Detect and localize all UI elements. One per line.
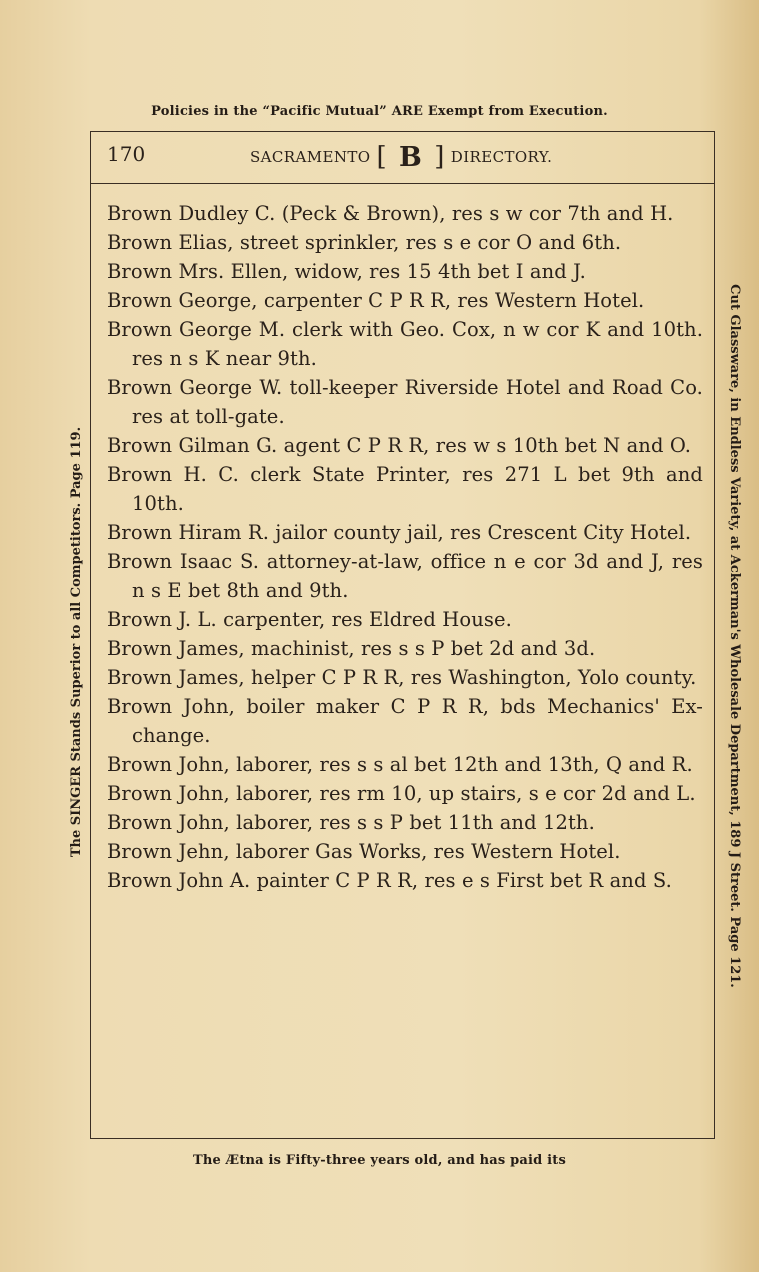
directory-entry: Brown John, laborer, res s s al bet 12th and 13th, Q and R. [107, 753, 693, 776]
directory-entry: Brown Dudley C. (Peck & Brown), res s w cor 7th and H. [107, 202, 674, 225]
right-margin-advertisement: Cut Glassware, in Endless Variety, at Ackerman's Wholesale Department, 189 J Street. Page 121. [727, 284, 742, 988]
running-head [250, 140, 552, 174]
left-margin-advertisement: The SINGER Stands Superior to all Competitors. Page 119. [69, 426, 84, 858]
directory-entry: Brown John, boiler maker C P R R, bds Mechanics' Ex-change. [107, 695, 703, 747]
directory-entry: Brown John, laborer, res s s P bet 11th and 12th. [107, 811, 595, 834]
running-head-letter: B [399, 141, 423, 173]
bottom-advertisement-banner: The Ætna is Fifty-three years old, and has paid its [192, 1153, 567, 1168]
running-head-city: SACRAMENTO [250, 148, 371, 166]
directory-entry: Brown John, laborer, res rm 10, up stairs, s e cor 2d and L. [107, 782, 696, 805]
running-head-section: DIRECTORY. [450, 148, 553, 166]
directory-entry: Brown J. L. carpenter, res Eldred House. [107, 608, 512, 631]
directory-entry: Brown Gilman G. agent C P R R, res w s 10th bet N and O. [107, 434, 692, 457]
directory-entry: Brown Elias, street sprinkler, res s e cor O and 6th. [107, 231, 622, 254]
directory-entry: Brown George W. toll-keeper Riverside Hotel and Road Co. res at toll-gate. [107, 376, 703, 428]
directory-entry: Brown George, carpenter C P R R, res Western Hotel. [107, 289, 645, 312]
directory-entry: Brown Hiram R. jailor county jail, res Crescent City Hotel. [107, 521, 692, 544]
directory-entry: Brown John A. painter C P R R, res e s First bet R and S. [107, 869, 672, 892]
running-head-close-bracket: ] [434, 142, 445, 172]
directory-entry: Brown George M. clerk with Geo. Cox, n w cor K and 10th. res n s K near 9th. [107, 318, 703, 370]
header-divider [91, 183, 714, 184]
top-advertisement-banner: Policies in the “Pacific Mutual” ARE Exempt from Execution. [151, 104, 608, 119]
running-head-open-bracket: [ [376, 142, 387, 172]
page-number: 170 [107, 142, 146, 166]
directory-entry: Brown Mrs. Ellen, widow, res 15 4th bet I and J. [107, 260, 586, 283]
directory-entry: Brown James, machinist, res s s P bet 2d and 3d. [107, 637, 596, 660]
directory-entry: Brown Isaac S. attorney-at-law, office n e cor 3d and J, res n s E bet 8th and 9th. [107, 550, 703, 602]
directory-entry: Brown H. C. clerk State Printer, res 271 L bet 9th and 10th. [107, 463, 703, 515]
directory-entry: Brown James, helper C P R R, res Washington, Yolo county. [107, 666, 697, 689]
directory-entries [107, 199, 703, 895]
directory-entry: Brown Jehn, laborer Gas Works, res Western Hotel. [107, 840, 621, 863]
